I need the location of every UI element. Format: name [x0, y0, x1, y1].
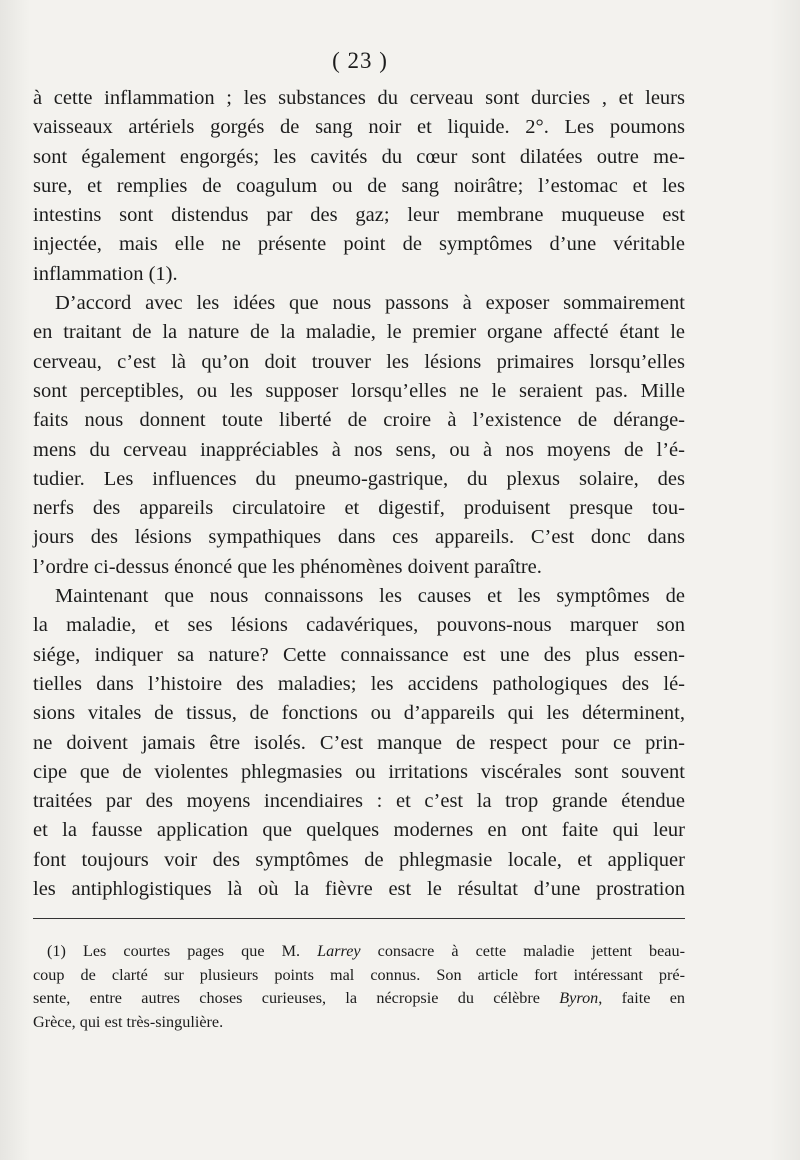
page-number: ( 23 )	[332, 48, 388, 73]
text-line: faits nous donnent toute liberté de croire à l’existence de dérange-	[33, 409, 685, 432]
footnote-rule	[33, 918, 685, 919]
footnote-text: consacre à cette maladie jettent beau-	[360, 942, 685, 960]
footnote-name-larrey: Larrey	[317, 942, 361, 960]
text-line: Maintenant que nous connaissons les causes et les symptômes de	[55, 585, 685, 608]
text-line: mens du cerveau inappréciables à nos sens, ou à nos moyens de l’é-	[33, 438, 685, 461]
text-line: traitées par des moyens incendiaires : et c’est la trop grande étendue	[33, 790, 685, 813]
text-line: cipe que de violentes phlegmasies ou irritations viscérales sont souvent	[33, 760, 685, 783]
footnote-name-byron: Byron	[559, 989, 599, 1007]
text-line: les antiphlogistiques là où la fièvre est le résultat d’une prostration	[33, 878, 685, 901]
text-line: jours des lésions sympathiques dans ces appareils. C’est donc dans	[33, 526, 685, 549]
footnote-line	[33, 940, 685, 964]
text-line: tielles dans l’histoire des maladies; les accidens pathologiques des lé-	[33, 672, 685, 695]
footnote	[33, 940, 685, 1034]
text-line: injectée, mais elle ne présente point de symptômes d’une véritable	[33, 233, 685, 256]
text-line: intestins sont distendus par des gaz; leur membrane muqueuse est	[33, 204, 685, 227]
text-line: vaisseaux artériels gorgés de sang noir et liquide. 2°. Les poumons	[33, 116, 685, 139]
text-line: inflammation (1).	[33, 262, 178, 285]
paragraph-2	[33, 289, 685, 582]
body-text	[33, 84, 685, 904]
text-line: D’accord avec les idées que nous passons à exposer sommairement	[55, 292, 685, 315]
footnote-text: sente, entre autres choses curieuses, la nécropsie du célèbre	[33, 989, 560, 1007]
text-line: nerfs des appareils circulatoire et digestif, produisent presque tou-	[33, 497, 685, 520]
text-line: sont perceptibles, ou les supposer lorsqu’elles ne le seraient pas. Mille	[33, 379, 685, 402]
footnote-text: , faite en	[598, 989, 685, 1007]
text-line: siége, indiquer sa nature? Cette connaissance est une des plus essen-	[33, 643, 685, 666]
text-line: tudier. Les influences du pneumo-gastrique, du plexus solaire, des	[33, 467, 685, 490]
text-line: à cette inflammation ; les substances du cerveau sont durcies , et leurs	[33, 87, 685, 109]
text-line: font toujours voir des symptômes de phlegmasie locale, et appliquer	[33, 848, 685, 871]
text-line: cerveau, c’est là qu’on doit trouver les lésions primaires lorsqu’elles	[33, 350, 685, 373]
text-line: la maladie, et ses lésions cadavériques, pouvons-nous marquer son	[33, 614, 685, 637]
footnote-line: coup de clarté sur plusieurs points mal connus. Son article fort intéressant pré-	[33, 965, 685, 984]
text-line: sont également engorgés; les cavités du cœur sont dilatées outre me-	[33, 145, 685, 168]
text-line: et la fausse application que quelques modernes en ont faite qui leur	[33, 819, 685, 842]
text-line: en traitant de la nature de la maladie, le premier organe affecté étant le	[33, 321, 685, 344]
text-line: ne doivent jamais être isolés. C’est manque de respect pour ce prin-	[33, 731, 685, 754]
paragraph-3	[33, 582, 685, 904]
footnote-line: Grèce, qui est très-singulière.	[33, 1012, 224, 1031]
text-line: sions vitales de tissus, de fonctions ou d’appareils qui les déterminent,	[33, 702, 685, 725]
footnote-line	[33, 987, 685, 1011]
text-line: sure, et remplies de coagulum ou de sang noirâtre; l’estomac et les	[33, 174, 685, 197]
paragraph-1	[33, 84, 685, 289]
text-line: l’ordre ci-dessus énoncé que les phénomènes doivent paraître.	[33, 555, 542, 578]
footnote-text: (1) Les courtes pages que M.	[47, 942, 318, 960]
